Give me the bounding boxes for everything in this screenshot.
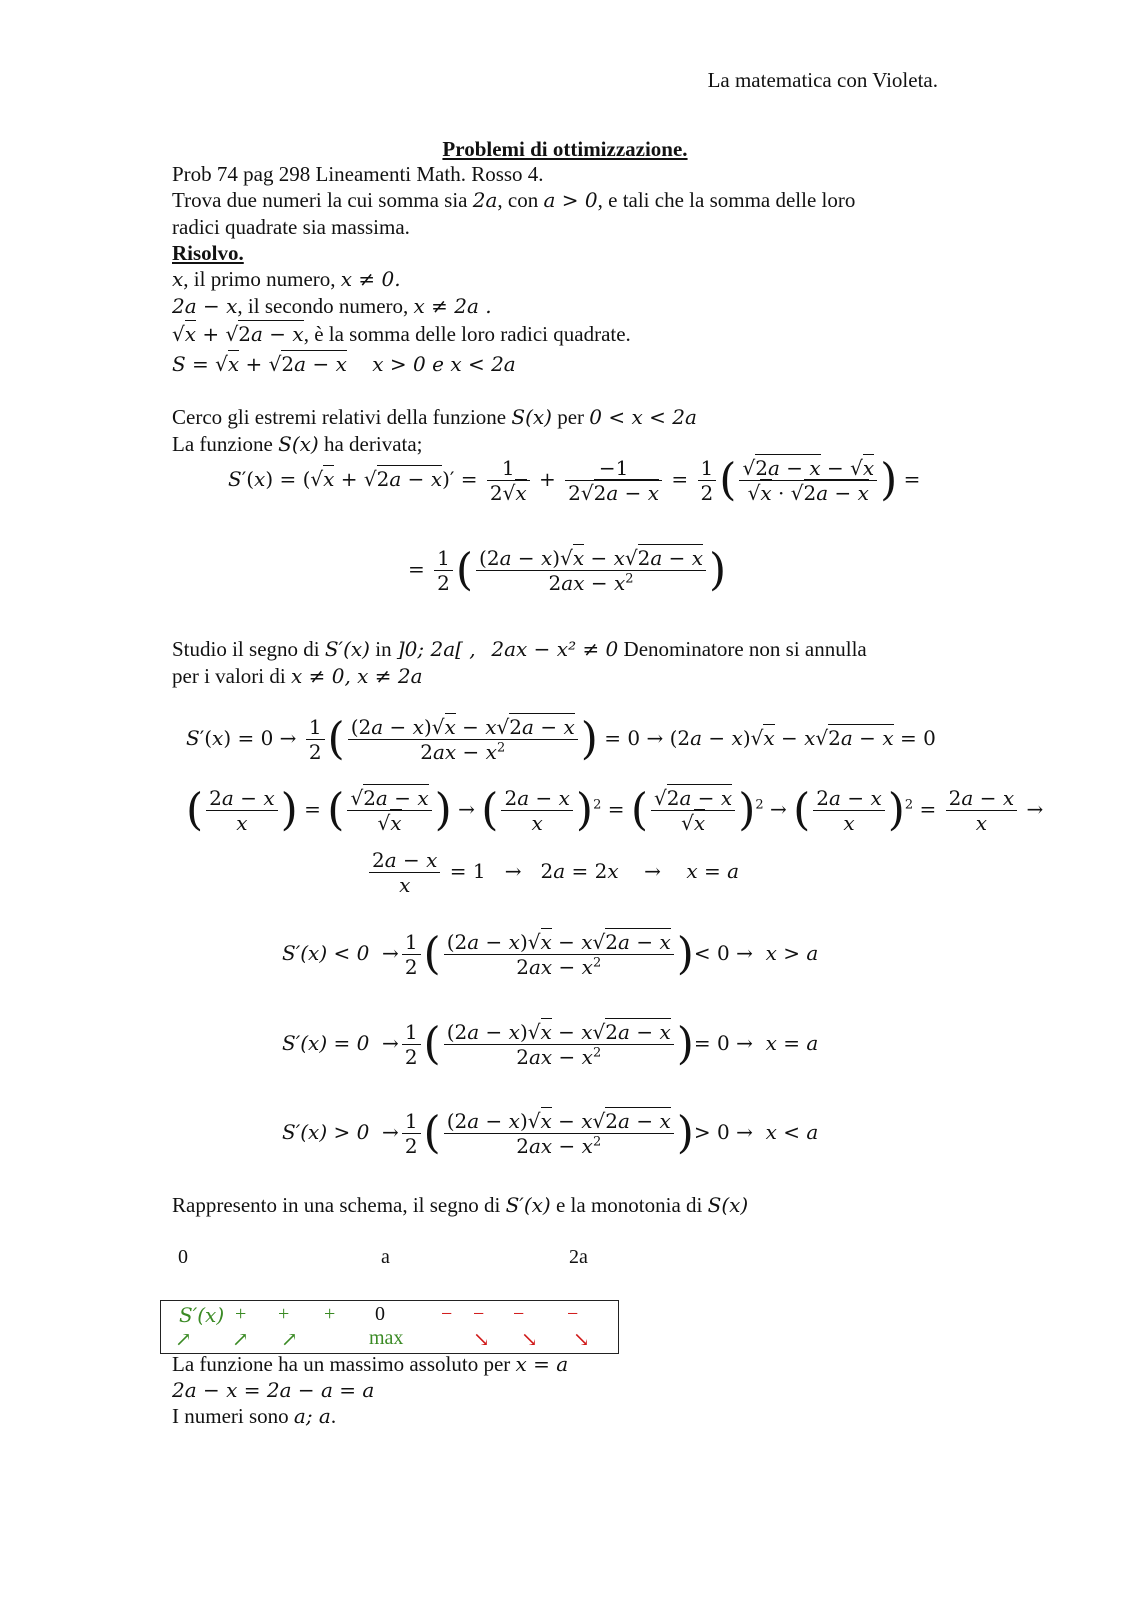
case-relation: = 0	[693, 1031, 730, 1055]
body-text: Rappresento in una schema, il segno di	[172, 1193, 506, 1217]
setup-text: , è la somma delle loro radici quadrate.	[303, 322, 631, 346]
schema-intro	[172, 1192, 748, 1219]
body-text: per	[551, 405, 590, 429]
sign-table	[160, 1300, 619, 1354]
second-number-value: 2a − x = 2a − a = a	[172, 1378, 375, 1402]
derivative: S′(x)	[324, 637, 370, 661]
extrema-line	[172, 404, 697, 431]
conclusion-line1	[172, 1351, 568, 1378]
increasing-arrow-icon: ↗	[175, 1329, 192, 1351]
plus-sign: +	[324, 1303, 336, 1325]
body-text: Studio il segno di	[172, 637, 325, 661]
function-s: S(x)	[511, 405, 552, 429]
zero-derivation-1: S′(x) = 0 → $\frac{1}{2}$ ( $\frac{(2a - x)√x - x√2a - x}{2ax - x^2}$ ) = 0 → (2a − x)√x − x√2a − x = 0	[186, 713, 936, 765]
body-text: Cerco gli estremi relativi della funzione	[172, 405, 512, 429]
body-text: ha derivata;	[318, 432, 423, 456]
derivative-formula: S′(x) = (√x + √2a − x)′ = $\frac{1}{2√x}$ + $\frac{-1}{2√2a - x}$ = $\frac{1}{2}$ ( $\frac{√2a - x - √x}{√x \cdot √2a - x}$ ) =	[228, 454, 921, 506]
schema-label-a: a	[381, 1246, 390, 1268]
case-lhs: S′(x) > 0	[282, 1120, 370, 1144]
problem-text: Trova due numeri la cui somma sia	[172, 188, 473, 212]
body-text: La funzione ha un massimo assoluto per	[172, 1352, 516, 1376]
interval: 0 < x < 2a	[589, 405, 697, 429]
domain-condition: x > 0 e x < 2a	[372, 352, 516, 376]
condition: x ≠ 0.	[340, 267, 401, 291]
body-text: e la monotonia di	[550, 1193, 708, 1217]
plus-sign: +	[235, 1303, 247, 1325]
schema-label-2a: 2a	[569, 1246, 588, 1268]
case-result: x = a	[765, 1031, 819, 1055]
setup-line3: √x + √2a − x, è la somma delle loro radici quadrate.	[172, 322, 631, 346]
decreasing-arrow-icon: ↘	[473, 1329, 490, 1351]
case-result: x < a	[765, 1120, 819, 1144]
setup-line4: S = √x + √2a − x x > 0 e x < 2a	[172, 352, 516, 376]
case-result: x > a	[765, 941, 819, 965]
derivative-intro	[172, 431, 423, 458]
decreasing-arrow-icon: ↘	[573, 1329, 590, 1351]
setup-line1	[172, 266, 401, 293]
increasing-arrow-icon: ↗	[232, 1329, 249, 1351]
zero-derivation-2: ( $\frac{2a - x}{x}$ ) = ( $\frac{√2a - x}{√x}$ ) → ( $\frac{2a - x}{x}$ )$^2$ = ( $\frac{√2a - x}{√x}$ )$^2$ → ( $\frac{2a - x}{x}$ )$^2$ = $\frac{2a - x}{x}$ →	[186, 784, 1044, 836]
page-header: La matematica con Violeta.	[707, 68, 938, 92]
setup-text: , il primo numero,	[183, 267, 341, 291]
case-zero: S′(x) = 0 → $\frac{1}{2}$ ( $\frac{(2a - x)√x - x√2a - x}{2ax - x^2}$ )= 0 → x = a	[282, 1018, 819, 1070]
sum-value: 2a	[472, 188, 498, 212]
derivative: S′(x)	[505, 1193, 551, 1217]
excluded-values: x ≠ 0, x ≠ 2a	[290, 664, 423, 688]
case-negative: S′(x) < 0 → $\frac{1}{2}$ ( $\frac{(2a - x)√x - x√2a - x}{2ax - x^2}$ )< 0 → x > a	[282, 928, 819, 980]
body-text: I numeri sono	[172, 1404, 294, 1428]
condition: a > 0	[543, 188, 598, 212]
problem-text: , con	[497, 188, 544, 212]
problem-text-line1	[172, 187, 855, 214]
condition: x ≠ 2a .	[413, 294, 492, 318]
solve-heading: Risolvo.	[172, 241, 244, 265]
denominator-condition: 2ax − x² ≠ 0	[491, 637, 619, 661]
second-number: 2a − x	[172, 294, 238, 318]
minus-sign: −	[513, 1303, 525, 1325]
case-positive: S′(x) > 0 → $\frac{1}{2}$ ( $\frac{(2a - x)√x - x√2a - x}{2ax - x^2}$ )> 0 → x < a	[282, 1107, 819, 1159]
body-text: La funzione	[172, 432, 279, 456]
schema-label-zero: 0	[178, 1246, 188, 1268]
body-text: .	[330, 1404, 337, 1428]
problem-text: , e tali che la somma delle loro	[597, 188, 856, 212]
sign-study-line2	[172, 663, 423, 690]
case-relation: < 0	[693, 941, 730, 965]
derivative-formula-simplified: = $\frac{1}{2}$ ( $\frac{(2a - x)√x - x√2a - x}{2ax - x^2}$ )	[408, 544, 727, 596]
zero-sign: 0	[375, 1303, 385, 1325]
sign-study-line1	[172, 636, 867, 663]
body-text: in	[370, 637, 397, 661]
max-point: x = a	[515, 1352, 569, 1376]
setup-text: , il secondo numero,	[237, 294, 414, 318]
interval: ]0; 2a[ ,	[396, 637, 476, 661]
increasing-arrow-icon: ↗	[281, 1329, 298, 1351]
minus-sign: −	[473, 1303, 485, 1325]
problem-text-line2: radici quadrate sia massima.	[172, 215, 410, 239]
plus-sign: +	[278, 1303, 290, 1325]
setup-line2	[172, 293, 492, 320]
function-s: S(x)	[278, 432, 319, 456]
answer: a; a	[293, 1404, 331, 1428]
minus-sign: −	[441, 1303, 453, 1325]
max-label: max	[369, 1327, 404, 1349]
problem-reference: Prob 74 pag 298 Lineamenti Math. Rosso 4.	[172, 162, 544, 186]
case-lhs: S′(x) = 0	[282, 1031, 370, 1055]
body-text: Denominatore non si annulla	[618, 637, 867, 661]
body-text: per i valori di	[172, 664, 291, 688]
var-x: x	[172, 267, 184, 291]
sign-row-label: S′(x)	[179, 1303, 225, 1327]
case-relation: > 0	[693, 1120, 730, 1144]
conclusion-line3	[172, 1403, 336, 1430]
case-lhs: S′(x) < 0	[282, 941, 370, 965]
function-s: S(x)	[707, 1193, 749, 1217]
decreasing-arrow-icon: ↘	[521, 1329, 538, 1351]
page-title: Problemi di ottimizzazione.	[442, 137, 688, 161]
zero-derivation-3: $\frac{2a - x}{x}$ = 1 → 2a = 2x → x = a	[366, 848, 739, 897]
conclusion-line2	[172, 1377, 374, 1404]
minus-sign: −	[567, 1303, 579, 1325]
